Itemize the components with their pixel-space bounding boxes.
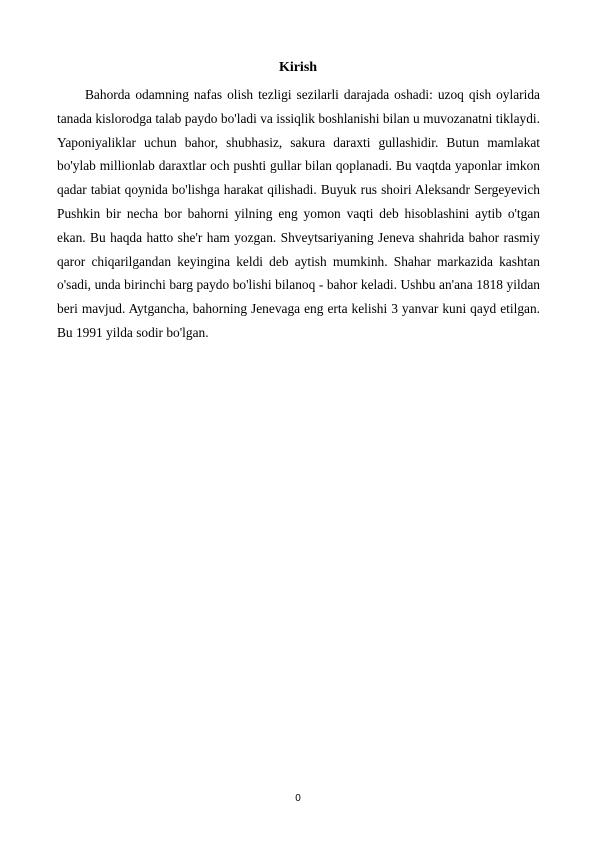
section-heading: Kirish <box>278 60 318 75</box>
page-number: 0 <box>295 793 301 804</box>
body-paragraph: Bahorda odamning nafas olish tezligi sezilarli darajada oshadi: uzoq qish oylarida tanada kislorodga talab paydo bo'ladi va issiqlik boshlanishi bilan u muvozanatni tiklaydi. Yaponiyaliklar uchun bahor, shubhasiz, sakura daraxti gullashidir. Butun mamlakat bo'ylab millionlab daraxtlar och pushti gullar bilan qoplanadi. Bu vaqtda yaponlar imkon qadar tabiat qoynida bo'lishga harakat qilishadi. Buyuk rus shoiri Aleksandr Sergeyevich Pushkin bir necha bor bahorni yilning eng yomon vaqti deb hisoblashini aytib o'tgan ekan. Bu haqda hatto she'r ham yozgan. Shveytsariyaning Jeneva shahrida bahor rasmiy qaror chiqarilgandan keyingina keldi deb aytish mumkinh. Shahar markazida kashtan o'sadi, unda birinchi barg paydo bo'lishi bilanoq - bahor keladi. Ushbu an'ana 1818 yildan beri mavjud. Aytgancha, bahorning Jenevaga eng erta kelishi 3 yanvar kuni qayd etilgan. Bu 1991 yilda sodir bo'lgan. <box>57 87 540 340</box>
